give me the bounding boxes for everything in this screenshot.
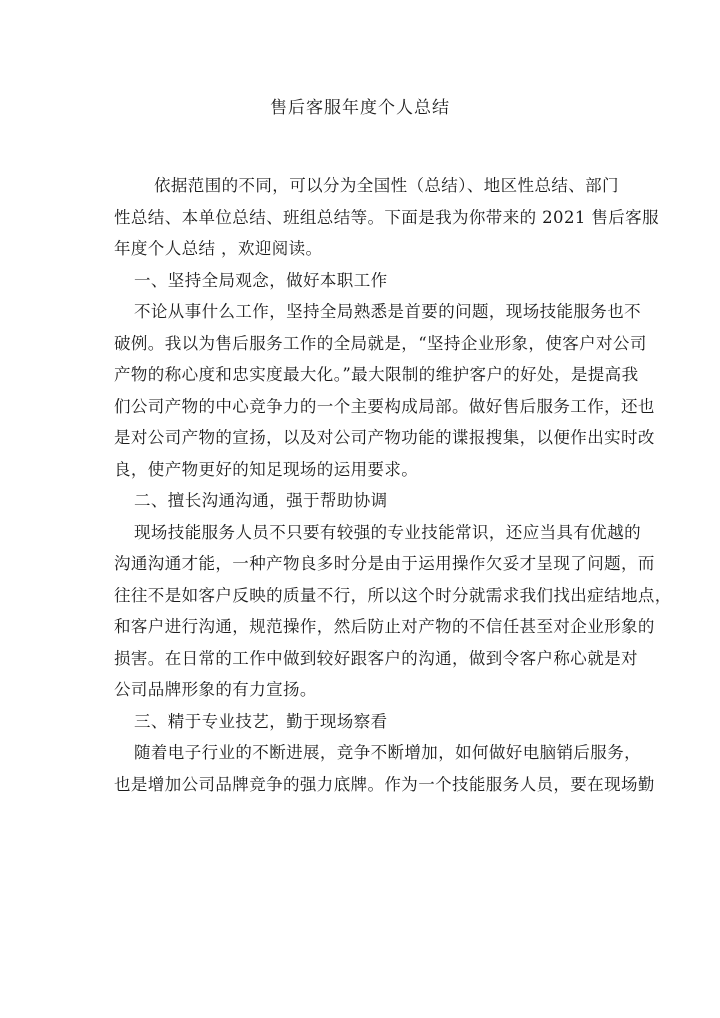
text-line: 现场技能服务人员不只要有较强的专业技能常识，还应当具有优越的 [134, 522, 641, 542]
section-heading [114, 265, 614, 297]
text-line: 依据范围的不同，可以分为全国性（总结）、地区性总结、部门 [154, 176, 619, 195]
text-line: 沟通沟通才能，一种产物良多时分是由于运用操作欠妥才呈现了问题，而 [114, 554, 655, 573]
text-line: 年度个人总结 ，欢迎阅读。 [114, 239, 323, 258]
text-line: 和客户进行沟通，规范操作，然后防止对产物的不信任甚至对企业形象的 [114, 617, 655, 636]
intro-paragraph [114, 170, 659, 265]
text-line: 们公司产物的中心竞争力的一个主要构成局部。做好售后服务工作，还也 [114, 396, 655, 416]
text-line: 往往不是如客户反映的质量不行，所以这个时分就需求我们找出症结地点， [114, 585, 672, 605]
text-line: 随着电子行业的不断进展，竞争不断增加，如何做好电脑销后服务， [134, 743, 641, 762]
text-line: 一、坚持全局观念，做好本职工作 [134, 270, 388, 290]
text-line: 三、精于专业技艺，勤于现场察看 [134, 711, 388, 731]
text-line: 损害。在日常的工作中做到较好跟客户的沟通，做到令客户称心就是对 [114, 648, 638, 668]
body-paragraph [114, 517, 672, 706]
text-line: 是对公司产物的宣扬，以及对公司产物功能的谍报搜集，以便作出实时改 [114, 428, 655, 447]
body-paragraph [114, 737, 655, 800]
text-line: 性总结、本单位总结、班组总结等。下面是我为你带来的 2021 售后客服 [114, 207, 659, 227]
section-heading [114, 485, 614, 517]
text-line: 也是增加公司品牌竞争的强力底牌。作为一个技能服务人员，要在现场勤 [114, 774, 655, 794]
text-line: 良，使产物更好的知足现场的运用要求。 [114, 459, 419, 479]
document-body [114, 170, 672, 800]
text-line: 不论从事什么工作，坚持全局熟悉是首要的问题，现场技能服务也不 [134, 302, 641, 321]
text-line: 二、擅长沟通沟通，强于帮助协调 [134, 491, 388, 510]
section-heading [114, 706, 614, 738]
text-line: 公司品牌形象的有力宣扬。 [114, 680, 317, 699]
document-title: 售后客服年度个人总结 [270, 98, 450, 118]
text-line: 产物的称心度和忠实度最大化。”最大限制的维护客户的好处，是提高我 [114, 365, 639, 384]
body-paragraph [114, 296, 655, 485]
text-line: 破例。我以为售后服务工作的全局就是，“坚持企业形象，使客户对公司 [114, 333, 647, 353]
